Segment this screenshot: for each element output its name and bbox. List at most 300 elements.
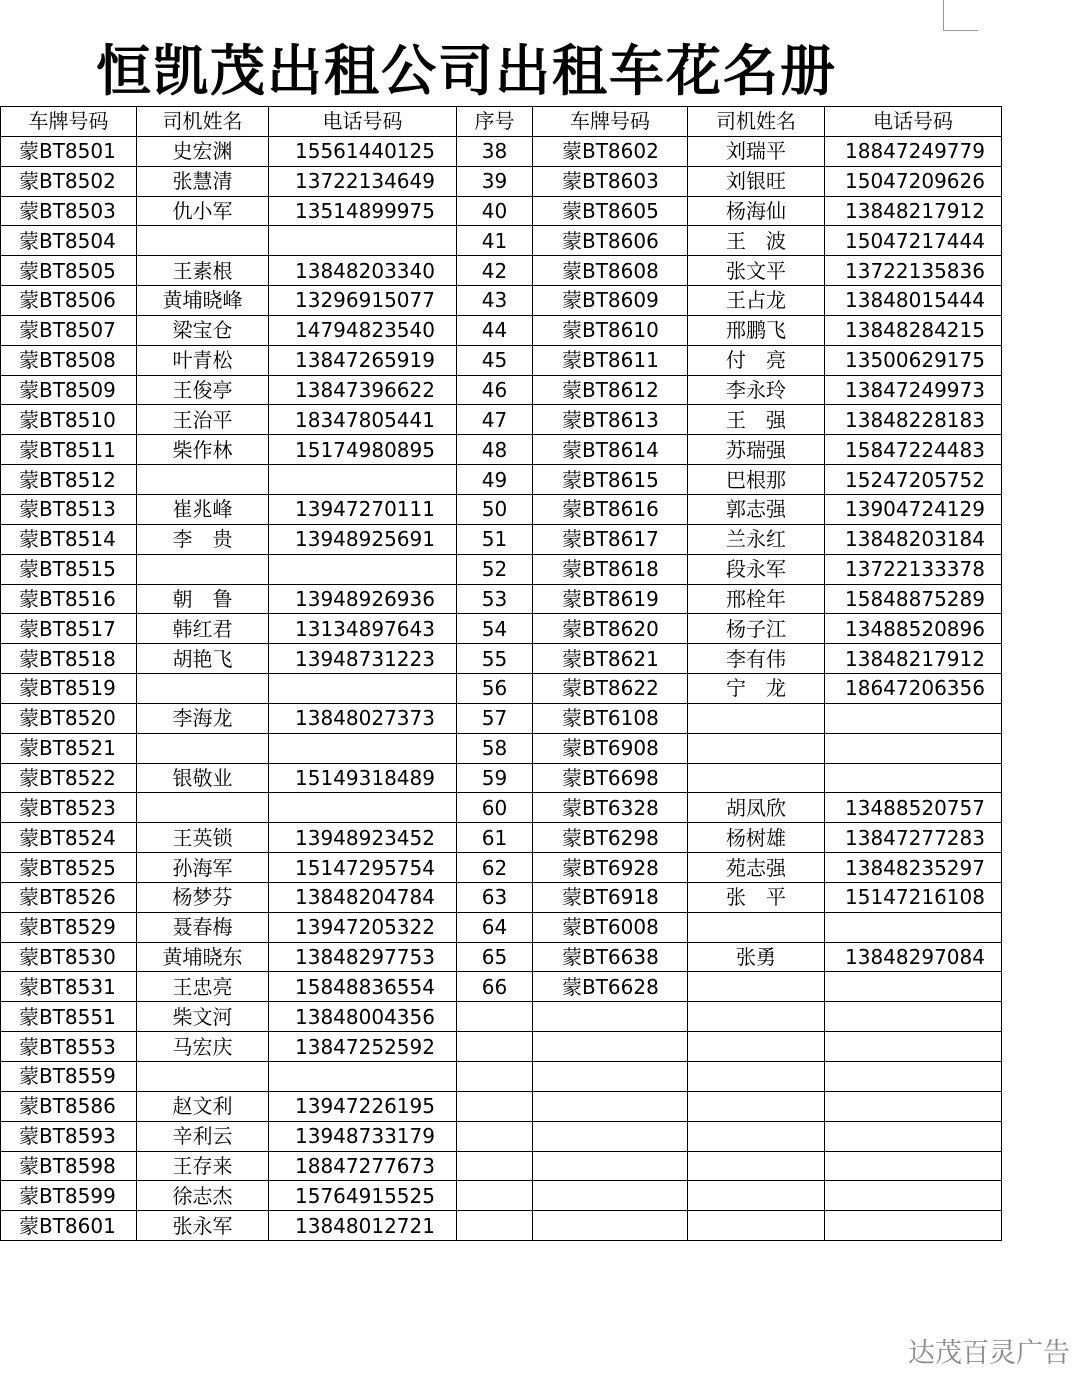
plate-cell: 蒙BT8519 <box>1 674 137 704</box>
seq-cell: 43 <box>457 286 533 316</box>
plate-cell: 蒙BT8559 <box>1 1062 137 1092</box>
plate-cell: 蒙BT8522 <box>1 763 137 793</box>
seq-cell <box>457 1181 533 1211</box>
table-row <box>1 912 1002 942</box>
driver-name-cell: 张永军 <box>137 1211 269 1241</box>
table-row <box>1 1062 1002 1092</box>
header-seq: 序号 <box>457 107 533 137</box>
seq-cell: 44 <box>457 315 533 345</box>
driver-name-cell-2: 张文平 <box>688 256 825 286</box>
table-row <box>1 942 1002 972</box>
phone-cell: 13948733179 <box>269 1121 457 1151</box>
plate-cell-2: 蒙BT8613 <box>533 405 688 435</box>
header-plate-2: 车牌号码 <box>533 107 688 137</box>
plate-cell: 蒙BT8512 <box>1 465 137 495</box>
plate-cell: 蒙BT8551 <box>1 1002 137 1032</box>
driver-name-cell: 徐志杰 <box>137 1181 269 1211</box>
phone-cell: 18847277673 <box>269 1151 457 1181</box>
driver-name-cell: 王英锁 <box>137 823 269 853</box>
plate-cell: 蒙BT8531 <box>1 972 137 1002</box>
table-row <box>1 674 1002 704</box>
plate-cell-2: 蒙BT6918 <box>533 882 688 912</box>
phone-cell-2 <box>825 1002 1002 1032</box>
driver-name-cell-2: 王占龙 <box>688 286 825 316</box>
phone-cell: 14794823540 <box>269 315 457 345</box>
seq-cell <box>457 1211 533 1241</box>
plate-cell: 蒙BT8530 <box>1 942 137 972</box>
plate-cell: 蒙BT8521 <box>1 733 137 763</box>
plate-cell: 蒙BT8503 <box>1 196 137 226</box>
seq-cell: 66 <box>457 972 533 1002</box>
phone-cell-2: 13722133378 <box>825 554 1002 584</box>
driver-name-cell-2 <box>688 1211 825 1241</box>
driver-name-cell-2: 邢栓年 <box>688 584 825 614</box>
phone-cell-2: 13848228183 <box>825 405 1002 435</box>
seq-cell: 46 <box>457 375 533 405</box>
seq-cell: 38 <box>457 136 533 166</box>
phone-cell-2: 13848284215 <box>825 315 1002 345</box>
table-row <box>1 1151 1002 1181</box>
phone-cell: 13722134649 <box>269 166 457 196</box>
driver-name-cell-2: 巴根那 <box>688 465 825 495</box>
plate-cell-2: 蒙BT8612 <box>533 375 688 405</box>
page-title: 恒凯茂出租公司出租车花名册 <box>96 39 838 103</box>
driver-name-cell: 崔兆峰 <box>137 494 269 524</box>
driver-name-cell: 柴作林 <box>137 435 269 465</box>
plate-cell-2 <box>533 1151 688 1181</box>
phone-cell: 13948926936 <box>269 584 457 614</box>
plate-cell: 蒙BT8586 <box>1 1091 137 1121</box>
phone-cell <box>269 465 457 495</box>
phone-cell-2 <box>825 763 1002 793</box>
driver-name-cell: 朝 鲁 <box>137 584 269 614</box>
plate-cell: 蒙BT8553 <box>1 1032 137 1062</box>
plate-cell: 蒙BT8529 <box>1 912 137 942</box>
table-row <box>1 763 1002 793</box>
driver-name-cell: 马宏庆 <box>137 1032 269 1062</box>
phone-cell: 13848297753 <box>269 942 457 972</box>
plate-cell-2: 蒙BT6298 <box>533 823 688 853</box>
header-driver-name-2: 司机姓名 <box>688 107 825 137</box>
seq-cell: 54 <box>457 614 533 644</box>
driver-name-cell: 柴文河 <box>137 1002 269 1032</box>
phone-cell-2 <box>825 912 1002 942</box>
table-row <box>1 286 1002 316</box>
driver-name-cell-2 <box>688 912 825 942</box>
driver-name-cell-2: 邢鹏飞 <box>688 315 825 345</box>
plate-cell-2 <box>533 1002 688 1032</box>
phone-cell: 13947270111 <box>269 494 457 524</box>
plate-cell-2: 蒙BT8617 <box>533 524 688 554</box>
seq-cell: 49 <box>457 465 533 495</box>
table-row <box>1 345 1002 375</box>
seq-cell: 65 <box>457 942 533 972</box>
table-row <box>1 584 1002 614</box>
table-row <box>1 1181 1002 1211</box>
driver-name-cell: 韩红君 <box>137 614 269 644</box>
plate-cell: 蒙BT8599 <box>1 1181 137 1211</box>
phone-cell: 13948923452 <box>269 823 457 853</box>
phone-cell: 13847396622 <box>269 375 457 405</box>
plate-cell: 蒙BT8504 <box>1 226 137 256</box>
plate-cell: 蒙BT8515 <box>1 554 137 584</box>
plate-cell: 蒙BT8526 <box>1 882 137 912</box>
plate-cell: 蒙BT8508 <box>1 345 137 375</box>
phone-cell-2: 13847249973 <box>825 375 1002 405</box>
plate-cell-2: 蒙BT8615 <box>533 465 688 495</box>
phone-cell-2 <box>825 1091 1002 1121</box>
driver-name-cell-2 <box>688 703 825 733</box>
phone-cell: 15149318489 <box>269 763 457 793</box>
driver-name-cell: 梁宝仓 <box>137 315 269 345</box>
driver-name-cell <box>137 793 269 823</box>
seq-cell: 40 <box>457 196 533 226</box>
seq-cell <box>457 1091 533 1121</box>
plate-cell-2: 蒙BT8618 <box>533 554 688 584</box>
driver-name-cell-2: 苑志强 <box>688 853 825 883</box>
plate-cell-2: 蒙BT8611 <box>533 345 688 375</box>
phone-cell-2: 13847277283 <box>825 823 1002 853</box>
table-row <box>1 853 1002 883</box>
seq-cell: 45 <box>457 345 533 375</box>
driver-name-cell-2: 王 波 <box>688 226 825 256</box>
plate-cell: 蒙BT8516 <box>1 584 137 614</box>
driver-name-cell: 张慧清 <box>137 166 269 196</box>
phone-cell-2: 13722135836 <box>825 256 1002 286</box>
seq-cell: 56 <box>457 674 533 704</box>
phone-cell: 13848204784 <box>269 882 457 912</box>
driver-name-cell-2: 段永军 <box>688 554 825 584</box>
phone-cell-2: 13848217912 <box>825 196 1002 226</box>
plate-cell: 蒙BT8506 <box>1 286 137 316</box>
taxi-roster-table <box>0 106 1002 1241</box>
phone-cell: 13848203340 <box>269 256 457 286</box>
phone-cell-2 <box>825 1181 1002 1211</box>
plate-cell-2 <box>533 1032 688 1062</box>
phone-cell: 13296915077 <box>269 286 457 316</box>
driver-name-cell: 孙海军 <box>137 853 269 883</box>
header-phone: 电话号码 <box>269 107 457 137</box>
plate-cell: 蒙BT8505 <box>1 256 137 286</box>
table-row <box>1 166 1002 196</box>
phone-cell: 15764915525 <box>269 1181 457 1211</box>
phone-cell <box>269 674 457 704</box>
table-header-row <box>1 107 1002 137</box>
plate-cell-2: 蒙BT6928 <box>533 853 688 883</box>
seq-cell: 51 <box>457 524 533 554</box>
plate-cell-2: 蒙BT6008 <box>533 912 688 942</box>
driver-name-cell: 王存来 <box>137 1151 269 1181</box>
table-row <box>1 524 1002 554</box>
header-plate: 车牌号码 <box>1 107 137 137</box>
driver-name-cell-2: 胡凤欣 <box>688 793 825 823</box>
plate-cell: 蒙BT8601 <box>1 1211 137 1241</box>
driver-name-cell-2 <box>688 1002 825 1032</box>
phone-cell-2 <box>825 1211 1002 1241</box>
plate-cell: 蒙BT8517 <box>1 614 137 644</box>
driver-name-cell-2: 李永玲 <box>688 375 825 405</box>
table-row <box>1 1032 1002 1062</box>
phone-cell-2: 15047217444 <box>825 226 1002 256</box>
driver-name-cell-2: 兰永红 <box>688 524 825 554</box>
plate-cell-2: 蒙BT8619 <box>533 584 688 614</box>
phone-cell-2: 15847224483 <box>825 435 1002 465</box>
phone-cell: 15848836554 <box>269 972 457 1002</box>
driver-name-cell: 银敬业 <box>137 763 269 793</box>
table-row <box>1 375 1002 405</box>
driver-name-cell-2: 郭志强 <box>688 494 825 524</box>
phone-cell-2 <box>825 733 1002 763</box>
phone-cell-2: 15047209626 <box>825 166 1002 196</box>
driver-name-cell-2: 杨子江 <box>688 614 825 644</box>
seq-cell: 55 <box>457 644 533 674</box>
seq-cell <box>457 1032 533 1062</box>
table-row <box>1 823 1002 853</box>
plate-cell-2: 蒙BT8620 <box>533 614 688 644</box>
driver-name-cell: 辛利云 <box>137 1121 269 1151</box>
seq-cell: 57 <box>457 703 533 733</box>
table-row <box>1 494 1002 524</box>
phone-cell-2: 13848015444 <box>825 286 1002 316</box>
driver-name-cell-2: 苏瑞强 <box>688 435 825 465</box>
seq-cell: 47 <box>457 405 533 435</box>
plate-cell-2 <box>533 1121 688 1151</box>
table-row <box>1 972 1002 1002</box>
table-row <box>1 435 1002 465</box>
table-row <box>1 703 1002 733</box>
plate-cell-2: 蒙BT8605 <box>533 196 688 226</box>
phone-cell: 18347805441 <box>269 405 457 435</box>
plate-cell: 蒙BT8598 <box>1 1151 137 1181</box>
plate-cell: 蒙BT8511 <box>1 435 137 465</box>
phone-cell <box>269 1062 457 1092</box>
driver-name-cell: 叶青松 <box>137 345 269 375</box>
plate-cell: 蒙BT8513 <box>1 494 137 524</box>
plate-cell-2: 蒙BT8608 <box>533 256 688 286</box>
phone-cell-2 <box>825 972 1002 1002</box>
phone-cell-2 <box>825 1032 1002 1062</box>
driver-name-cell-2 <box>688 1151 825 1181</box>
driver-name-cell-2: 杨海仙 <box>688 196 825 226</box>
phone-cell-2: 13488520757 <box>825 793 1002 823</box>
plate-cell-2 <box>533 1091 688 1121</box>
phone-cell-2: 15147216108 <box>825 882 1002 912</box>
table-row <box>1 315 1002 345</box>
plate-cell-2: 蒙BT8603 <box>533 166 688 196</box>
plate-cell-2: 蒙BT6328 <box>533 793 688 823</box>
seq-cell: 48 <box>457 435 533 465</box>
phone-cell: 13948925691 <box>269 524 457 554</box>
phone-cell: 15174980895 <box>269 435 457 465</box>
driver-name-cell: 王忠亮 <box>137 972 269 1002</box>
phone-cell-2: 13848217912 <box>825 644 1002 674</box>
phone-cell-2: 13848203184 <box>825 524 1002 554</box>
driver-name-cell <box>137 226 269 256</box>
seq-cell: 39 <box>457 166 533 196</box>
seq-cell: 41 <box>457 226 533 256</box>
seq-cell <box>457 1121 533 1151</box>
driver-name-cell: 仇小军 <box>137 196 269 226</box>
driver-name-cell: 李 贵 <box>137 524 269 554</box>
table-row <box>1 465 1002 495</box>
driver-name-cell <box>137 674 269 704</box>
driver-name-cell-2 <box>688 972 825 1002</box>
driver-name-cell-2: 刘瑞平 <box>688 136 825 166</box>
plate-cell: 蒙BT8518 <box>1 644 137 674</box>
plate-cell: 蒙BT8510 <box>1 405 137 435</box>
plate-cell-2: 蒙BT6698 <box>533 763 688 793</box>
plate-cell-2: 蒙BT8609 <box>533 286 688 316</box>
watermark: 达茂百灵广告 <box>908 1338 1070 1369</box>
seq-cell: 42 <box>457 256 533 286</box>
phone-cell-2: 13904724129 <box>825 494 1002 524</box>
phone-cell-2: 18647206356 <box>825 674 1002 704</box>
phone-cell: 13948731223 <box>269 644 457 674</box>
driver-name-cell: 黄埔晓东 <box>137 942 269 972</box>
table-row <box>1 793 1002 823</box>
driver-name-cell-2 <box>688 1121 825 1151</box>
driver-name-cell: 赵文利 <box>137 1091 269 1121</box>
driver-name-cell-2 <box>688 1181 825 1211</box>
plate-cell: 蒙BT8514 <box>1 524 137 554</box>
plate-cell: 蒙BT8507 <box>1 315 137 345</box>
driver-name-cell-2: 宁 龙 <box>688 674 825 704</box>
phone-cell-2 <box>825 1151 1002 1181</box>
driver-name-cell <box>137 1062 269 1092</box>
phone-cell: 13514899975 <box>269 196 457 226</box>
phone-cell: 13134897643 <box>269 614 457 644</box>
driver-name-cell <box>137 465 269 495</box>
plate-cell: 蒙BT8502 <box>1 166 137 196</box>
seq-cell <box>457 1151 533 1181</box>
phone-cell <box>269 733 457 763</box>
table-row <box>1 405 1002 435</box>
driver-name-cell-2 <box>688 763 825 793</box>
plate-cell-2: 蒙BT6638 <box>533 942 688 972</box>
phone-cell-2: 13500629175 <box>825 345 1002 375</box>
plate-cell: 蒙BT8501 <box>1 136 137 166</box>
driver-name-cell: 黄埔晓峰 <box>137 286 269 316</box>
seq-cell: 50 <box>457 494 533 524</box>
phone-cell: 13947205322 <box>269 912 457 942</box>
table-row <box>1 256 1002 286</box>
phone-cell-2 <box>825 1062 1002 1092</box>
table-row <box>1 733 1002 763</box>
plate-cell-2 <box>533 1062 688 1092</box>
plate-cell: 蒙BT8593 <box>1 1121 137 1151</box>
table-row <box>1 882 1002 912</box>
plate-cell-2: 蒙BT8602 <box>533 136 688 166</box>
driver-name-cell-2 <box>688 1062 825 1092</box>
driver-name-cell-2 <box>688 1091 825 1121</box>
seq-cell: 59 <box>457 763 533 793</box>
phone-cell-2: 13848297084 <box>825 942 1002 972</box>
seq-cell: 64 <box>457 912 533 942</box>
table-row <box>1 614 1002 644</box>
driver-name-cell: 王治平 <box>137 405 269 435</box>
plate-cell-2: 蒙BT8614 <box>533 435 688 465</box>
driver-name-cell: 史宏渊 <box>137 136 269 166</box>
header-phone-2: 电话号码 <box>825 107 1002 137</box>
seq-cell: 62 <box>457 853 533 883</box>
plate-cell-2: 蒙BT6108 <box>533 703 688 733</box>
driver-name-cell: 聂春梅 <box>137 912 269 942</box>
seq-cell: 52 <box>457 554 533 584</box>
phone-cell-2 <box>825 703 1002 733</box>
phone-cell <box>269 793 457 823</box>
driver-name-cell-2: 张勇 <box>688 942 825 972</box>
phone-cell: 15147295754 <box>269 853 457 883</box>
plate-cell-2: 蒙BT8622 <box>533 674 688 704</box>
plate-cell-2: 蒙BT8616 <box>533 494 688 524</box>
page-corner-mark <box>943 0 978 31</box>
seq-cell: 61 <box>457 823 533 853</box>
phone-cell <box>269 554 457 584</box>
phone-cell: 13847252592 <box>269 1032 457 1062</box>
plate-cell-2 <box>533 1211 688 1241</box>
table-row <box>1 226 1002 256</box>
table-body <box>1 136 1002 1240</box>
plate-cell-2: 蒙BT8621 <box>533 644 688 674</box>
seq-cell <box>457 1002 533 1032</box>
header-driver-name: 司机姓名 <box>137 107 269 137</box>
plate-cell-2: 蒙BT6628 <box>533 972 688 1002</box>
plate-cell-2: 蒙BT8606 <box>533 226 688 256</box>
driver-name-cell-2: 王 强 <box>688 405 825 435</box>
driver-name-cell: 杨梦芬 <box>137 882 269 912</box>
driver-name-cell: 李海龙 <box>137 703 269 733</box>
driver-name-cell-2: 李有伟 <box>688 644 825 674</box>
phone-cell <box>269 226 457 256</box>
plate-cell: 蒙BT8524 <box>1 823 137 853</box>
driver-name-cell-2: 张 平 <box>688 882 825 912</box>
plate-cell: 蒙BT8525 <box>1 853 137 883</box>
driver-name-cell-2: 刘银旺 <box>688 166 825 196</box>
phone-cell: 13848004356 <box>269 1002 457 1032</box>
driver-name-cell <box>137 554 269 584</box>
table-row <box>1 644 1002 674</box>
phone-cell: 13848012721 <box>269 1211 457 1241</box>
phone-cell: 13847265919 <box>269 345 457 375</box>
phone-cell-2 <box>825 1121 1002 1151</box>
driver-name-cell: 王俊亭 <box>137 375 269 405</box>
table-row <box>1 136 1002 166</box>
table-row <box>1 1121 1002 1151</box>
phone-cell: 13848027373 <box>269 703 457 733</box>
table-row <box>1 554 1002 584</box>
plate-cell-2 <box>533 1181 688 1211</box>
driver-name-cell-2 <box>688 1032 825 1062</box>
seq-cell: 58 <box>457 733 533 763</box>
phone-cell-2: 13488520896 <box>825 614 1002 644</box>
table-row <box>1 196 1002 226</box>
phone-cell: 13947226195 <box>269 1091 457 1121</box>
phone-cell-2: 18847249779 <box>825 136 1002 166</box>
seq-cell <box>457 1062 533 1092</box>
driver-name-cell-2: 付 亮 <box>688 345 825 375</box>
plate-cell-2: 蒙BT6908 <box>533 733 688 763</box>
table-row <box>1 1211 1002 1241</box>
plate-cell-2: 蒙BT8610 <box>533 315 688 345</box>
table-row <box>1 1091 1002 1121</box>
seq-cell: 60 <box>457 793 533 823</box>
phone-cell-2: 15848875289 <box>825 584 1002 614</box>
seq-cell: 63 <box>457 882 533 912</box>
driver-name-cell: 王素根 <box>137 256 269 286</box>
driver-name-cell-2: 杨树雄 <box>688 823 825 853</box>
table-row <box>1 1002 1002 1032</box>
phone-cell-2: 15247205752 <box>825 465 1002 495</box>
